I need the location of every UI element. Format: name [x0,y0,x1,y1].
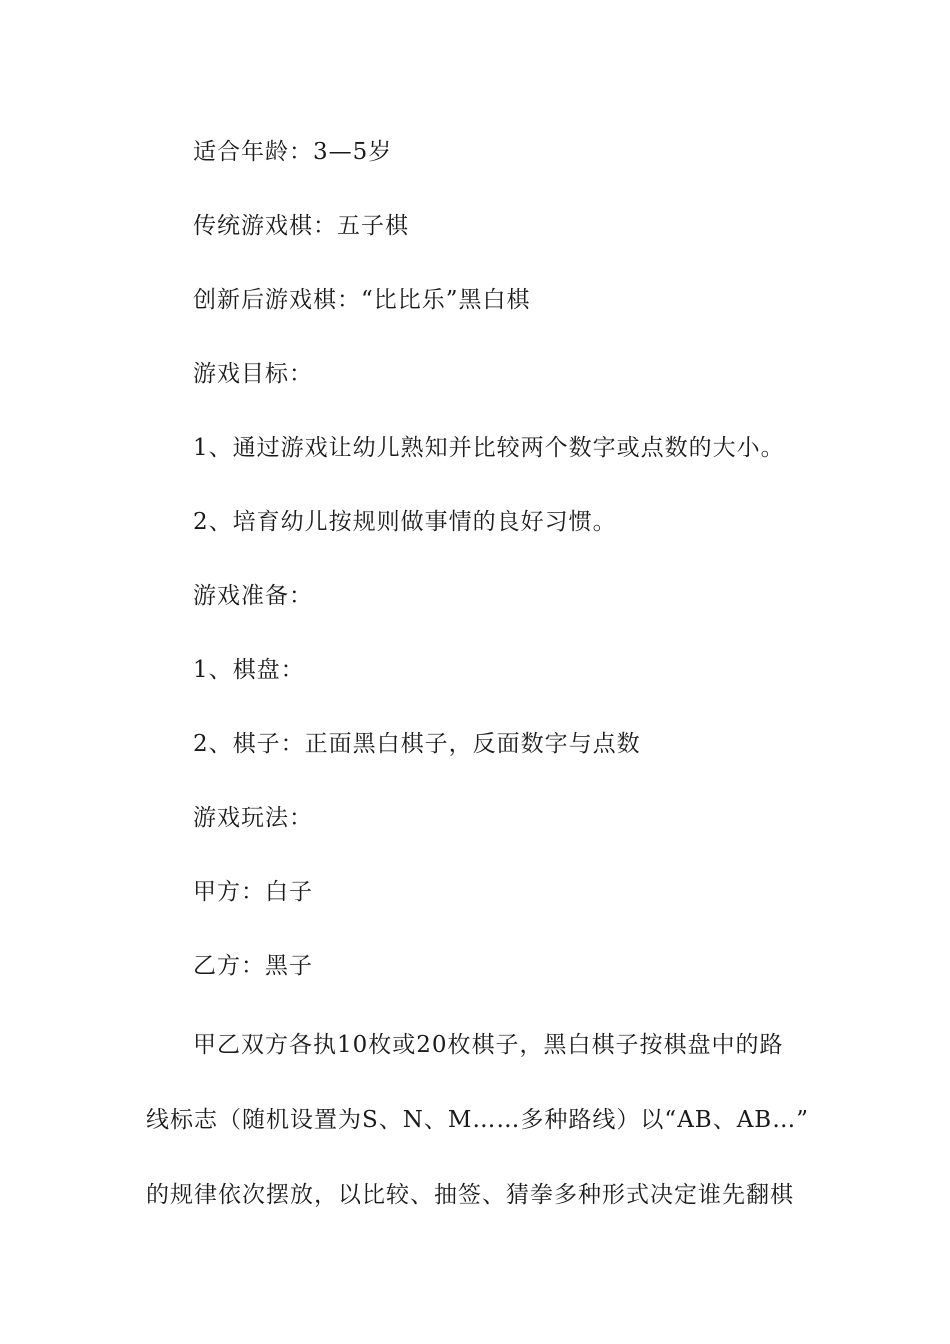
paragraph-line-1: 甲乙双方各执10枚或20枚棋子，黑白棋子按棋盘中的路 [193,1032,784,1058]
text-line-side-a: 甲方：白子 [193,879,313,905]
heading-game-goals: 游戏目标： [193,361,313,387]
text-line-goal-2: 2、培育幼儿按规则做事情的良好习惯。 [193,509,617,535]
heading-game-preparation: 游戏准备： [193,583,313,609]
paragraph-line-2: 线标志（随机设置为S、N、M……多种路线）以“AB、AB…” [146,1107,809,1133]
text-line-prep-1: 1、棋盘： [193,657,305,683]
text-line-prep-2: 2、棋子：正面黑白棋子，反面数字与点数 [193,731,641,757]
text-line-age: 适合年龄：3—5岁 [193,139,393,165]
paragraph-line-3: 的规律依次摆放，以比较、抽签、猜拳多种形式决定谁先翻棋 [146,1182,794,1208]
text-line-side-b: 乙方：黑子 [193,953,313,979]
text-line-goal-1: 1、通过游戏让幼儿熟知并比较两个数字或点数的大小。 [193,435,785,461]
text-line-traditional-game: 传统游戏棋：五子棋 [193,213,409,239]
heading-game-play: 游戏玩法： [193,805,313,831]
text-line-innovative-game: 创新后游戏棋：“比比乐”黑白棋 [193,287,531,313]
